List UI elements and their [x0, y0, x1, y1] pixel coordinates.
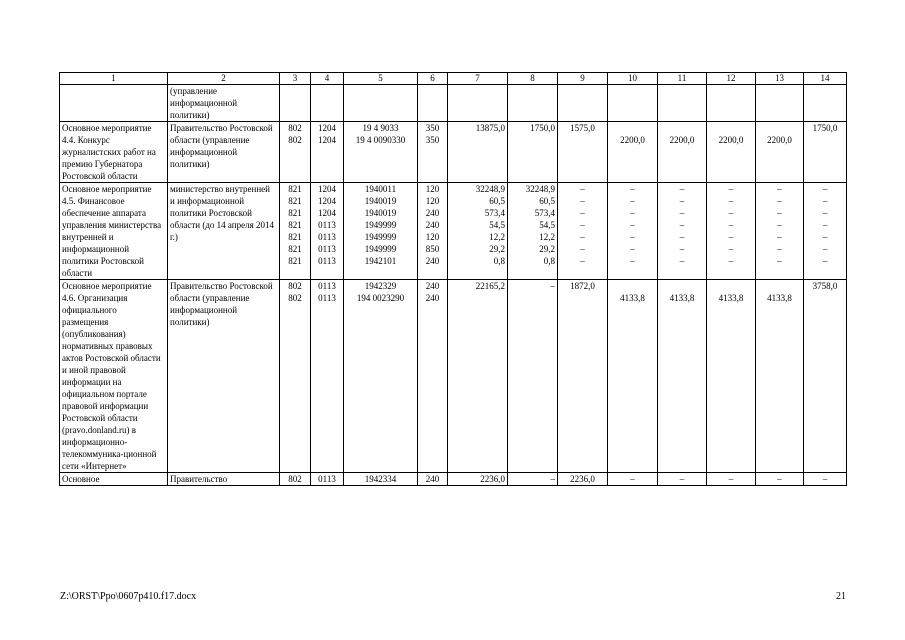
value-line: 32248,9	[475, 184, 505, 194]
value-line: 1204	[318, 123, 336, 133]
value-line: –	[580, 220, 585, 230]
value-cell	[608, 85, 658, 122]
value-line: 194 0023290	[356, 293, 405, 303]
value-line: –	[679, 232, 685, 242]
value-line: 802	[288, 293, 302, 303]
value-line: 19 4 0090330	[355, 135, 406, 145]
value-line: 3758,0	[812, 281, 838, 291]
value-line: –	[580, 256, 585, 266]
value-line	[660, 85, 704, 97]
value-cell	[508, 473, 558, 486]
value-cell	[280, 280, 311, 473]
value-cell	[804, 473, 847, 486]
value-line: –	[580, 232, 585, 242]
value-line: –	[630, 208, 635, 218]
value-line: –	[777, 232, 782, 242]
value-line: 0113	[318, 220, 336, 230]
value-cell	[448, 85, 508, 122]
value-line	[709, 122, 753, 134]
value-line: –	[822, 244, 828, 254]
value-cell	[418, 473, 448, 486]
value-line	[660, 122, 704, 134]
value-line: 22165,2	[475, 281, 505, 291]
value-line: –	[679, 220, 685, 230]
value-cell	[658, 473, 707, 486]
value-line: 120	[425, 184, 440, 194]
value-line: –	[580, 244, 585, 254]
value-cell	[558, 183, 608, 280]
value-cell	[448, 280, 508, 473]
value-line: –	[822, 220, 828, 230]
value-line: 1942334	[364, 474, 397, 484]
value-line: –	[822, 256, 828, 266]
value-cell	[804, 183, 847, 280]
value-line	[709, 85, 753, 97]
value-line: –	[777, 256, 782, 266]
executor-name: (управление информационной политики)	[168, 85, 280, 122]
value-line: –	[550, 474, 555, 484]
value-line: –	[679, 208, 685, 218]
value-line: 240	[425, 256, 440, 266]
value-cell	[804, 85, 847, 122]
value-cell	[804, 122, 847, 183]
value-cell	[344, 85, 418, 122]
activity-name	[60, 85, 168, 122]
executor-name: Правительство Ростовской области (управление информационной политики)	[168, 280, 280, 473]
value-line: –	[777, 196, 782, 206]
value-cell	[280, 473, 311, 486]
file-path: Z:\ORST\Ppo\0607p410.f17.docx	[60, 591, 197, 602]
value-line: 240	[425, 281, 440, 291]
value-line	[610, 122, 655, 134]
value-cell	[707, 183, 756, 280]
value-line: –	[728, 256, 734, 266]
value-line: 29,2	[489, 244, 505, 254]
value-line	[510, 85, 555, 97]
value-line: –	[630, 184, 635, 194]
value-line	[346, 85, 415, 97]
value-line	[560, 292, 605, 304]
value-line: –	[822, 474, 828, 484]
activity-name: Основное мероприятие 4.6. Организация официального размещения (опубликования) нормативных правовых актов Ростовской области и иной правовой информации на официальном портале правовой информации Ростовской области (pravo.donland.ru) в информационно-телекоммуника-ционной сети «Интернет»	[60, 280, 168, 473]
value-line: 821	[288, 244, 302, 254]
value-line: –	[777, 474, 782, 484]
value-line: 0,8	[493, 256, 505, 266]
column-number: 10	[608, 73, 658, 85]
value-line	[610, 280, 655, 292]
value-line: 12,2	[489, 232, 505, 242]
value-line: –	[679, 256, 685, 266]
value-line: –	[728, 196, 734, 206]
column-number: 8	[508, 73, 558, 85]
value-cell	[418, 85, 448, 122]
value-cell	[707, 122, 756, 183]
value-cell	[804, 280, 847, 473]
table-header-row	[60, 73, 847, 85]
value-line: 350	[425, 135, 440, 145]
value-line: –	[679, 244, 685, 254]
table-row	[60, 473, 847, 486]
value-line: –	[822, 232, 828, 242]
value-line	[806, 134, 844, 146]
value-line: 1750,0	[530, 123, 555, 133]
value-line: 1204	[318, 135, 336, 145]
column-number: 11	[658, 73, 707, 85]
value-line: 1949999	[364, 232, 397, 242]
value-line: 821	[288, 220, 302, 230]
activity-name: Основное мероприятие 4.4. Конкурс журналистских работ на премию Губернатора Ростовской области	[60, 122, 168, 183]
value-line	[450, 85, 505, 97]
value-line	[806, 85, 844, 97]
value-line: –	[777, 220, 782, 230]
column-number: 13	[756, 73, 804, 85]
value-line: 1204	[318, 196, 336, 206]
value-line: 821	[288, 196, 302, 206]
value-line: –	[728, 232, 734, 242]
value-line: 1942101	[364, 256, 397, 266]
value-line: 1949999	[364, 244, 397, 254]
value-cell	[344, 122, 418, 183]
value-line: 802	[288, 135, 302, 145]
value-cell	[508, 183, 558, 280]
value-cell	[558, 473, 608, 486]
value-line: 0113	[318, 244, 336, 254]
table-row	[60, 183, 847, 280]
value-line	[450, 292, 505, 304]
value-cell	[658, 280, 707, 473]
value-cell	[608, 280, 658, 473]
column-number: 9	[558, 73, 608, 85]
value-line: 1940019	[364, 208, 397, 218]
value-cell	[707, 473, 756, 486]
value-line: –	[728, 474, 734, 484]
value-cell	[756, 122, 804, 183]
activity-name: Основное мероприятие 4.5. Финансовое обеспечение аппарата управления министерства внутренней и информационной политики Ростовской области	[60, 183, 168, 280]
value-line: 802	[288, 123, 302, 133]
value-line: 240	[425, 474, 440, 484]
value-line: 0,8	[543, 256, 555, 266]
table-row	[60, 122, 847, 183]
value-cell	[658, 122, 707, 183]
value-line: –	[728, 244, 734, 254]
value-cell	[280, 85, 311, 122]
value-line: 821	[288, 208, 302, 218]
value-cell	[311, 85, 344, 122]
value-line: –	[630, 256, 635, 266]
value-cell	[508, 85, 558, 122]
column-number: 2	[168, 73, 280, 85]
value-cell	[448, 122, 508, 183]
value-cell	[756, 280, 804, 473]
value-line: 573,4	[534, 208, 555, 218]
value-line: 1750,0	[812, 123, 838, 133]
value-line: –	[777, 244, 782, 254]
value-line: 0113	[318, 256, 336, 266]
value-line	[560, 85, 605, 97]
value-line: 1940019	[364, 196, 397, 206]
value-line: 802	[288, 281, 302, 291]
value-cell	[344, 183, 418, 280]
column-number: 6	[418, 73, 448, 85]
value-line: –	[679, 196, 685, 206]
value-cell	[448, 473, 508, 486]
value-cell	[608, 473, 658, 486]
value-line: 29,2	[539, 244, 555, 254]
value-cell	[707, 280, 756, 473]
value-line: –	[822, 208, 828, 218]
value-line: –	[630, 474, 635, 484]
value-line	[709, 280, 753, 292]
value-line: 821	[288, 256, 302, 266]
value-cell	[418, 122, 448, 183]
value-line: –	[822, 184, 828, 194]
value-line: 4133,8	[767, 293, 792, 303]
value-line: 1949999	[364, 220, 397, 230]
value-line	[282, 85, 308, 97]
value-cell	[418, 183, 448, 280]
executor-name: Правительство Ростовской области (управление информационной политики)	[168, 122, 280, 183]
page-number: 21	[836, 591, 846, 602]
value-line: 2200,0	[669, 135, 695, 145]
value-line: 240	[425, 208, 440, 218]
column-number: 5	[344, 73, 418, 85]
value-line: 60,5	[539, 196, 555, 206]
table-row	[60, 85, 847, 122]
value-line: –	[630, 232, 635, 242]
value-line: 54,5	[539, 220, 555, 230]
value-line: 1872,0	[570, 281, 595, 291]
value-line: 821	[288, 232, 302, 242]
value-line	[758, 85, 801, 97]
value-line: 240	[425, 220, 440, 230]
value-line: 12,2	[539, 232, 555, 242]
value-line: 120	[425, 232, 440, 242]
column-number: 7	[448, 73, 508, 85]
value-line: 0113	[318, 293, 336, 303]
value-line: –	[580, 184, 585, 194]
value-line: –	[679, 184, 685, 194]
value-line: 120	[425, 196, 440, 206]
value-line: 4133,8	[620, 293, 645, 303]
value-cell	[658, 183, 707, 280]
value-line	[560, 134, 605, 146]
value-line: –	[777, 184, 782, 194]
value-cell	[311, 122, 344, 183]
value-line: 850	[425, 244, 440, 254]
value-line: 1940011	[364, 184, 397, 194]
value-line: 54,5	[489, 220, 505, 230]
value-cell	[608, 183, 658, 280]
value-line: 0113	[318, 232, 336, 242]
value-line	[610, 85, 655, 97]
value-cell	[418, 280, 448, 473]
value-line	[313, 85, 341, 97]
value-line: –	[679, 474, 685, 484]
activity-name: Основное	[60, 473, 168, 486]
value-line: 32248,9	[525, 184, 555, 194]
value-cell	[311, 183, 344, 280]
value-line: –	[822, 196, 828, 206]
value-cell	[558, 280, 608, 473]
column-number: 4	[311, 73, 344, 85]
value-cell	[448, 183, 508, 280]
value-line	[510, 292, 555, 304]
column-number: 14	[804, 73, 847, 85]
value-line: 4133,8	[669, 293, 695, 303]
executor-name: министерство внутренней и информационной политики Ростовской области (до 14 апреля 2014 г.)	[168, 183, 280, 280]
value-line: 573,4	[484, 208, 505, 218]
value-line: –	[630, 196, 635, 206]
value-line: 0113	[318, 474, 336, 484]
value-cell	[311, 473, 344, 486]
value-line	[420, 85, 445, 97]
value-line: 2200,0	[718, 135, 744, 145]
value-line: 2200,0	[767, 135, 792, 145]
value-line: –	[630, 244, 635, 254]
value-line: 350	[425, 123, 440, 133]
value-line: 60,5	[489, 196, 505, 206]
value-cell	[558, 85, 608, 122]
column-number: 1	[60, 73, 168, 85]
value-line: –	[777, 208, 782, 218]
value-line: 821	[288, 184, 302, 194]
value-cell	[280, 183, 311, 280]
value-line: 802	[288, 474, 302, 484]
value-line: –	[728, 220, 734, 230]
value-cell	[344, 280, 418, 473]
executor-name: Правительство	[168, 473, 280, 486]
value-line: –	[580, 208, 585, 218]
value-cell	[508, 280, 558, 473]
value-cell	[608, 122, 658, 183]
value-line: –	[630, 220, 635, 230]
value-line	[660, 280, 704, 292]
value-line	[758, 122, 801, 134]
value-line: 1204	[318, 184, 336, 194]
value-cell	[756, 473, 804, 486]
value-line: 2200,0	[620, 135, 645, 145]
value-line: –	[728, 208, 734, 218]
value-line: –	[550, 281, 555, 291]
value-line: 1575,0	[570, 123, 595, 133]
value-cell	[311, 280, 344, 473]
value-line	[806, 292, 844, 304]
value-line: 2236,0	[570, 474, 595, 484]
column-number: 12	[707, 73, 756, 85]
budget-table	[59, 72, 847, 486]
table-row	[60, 280, 847, 473]
value-line	[450, 134, 505, 146]
value-cell	[558, 122, 608, 183]
value-line: 4133,8	[718, 293, 744, 303]
value-line: –	[580, 196, 585, 206]
value-line	[510, 134, 555, 146]
value-cell	[658, 85, 707, 122]
value-line: 1204	[318, 208, 336, 218]
value-cell	[756, 183, 804, 280]
column-number: 3	[280, 73, 311, 85]
value-cell	[707, 85, 756, 122]
value-line	[758, 280, 801, 292]
value-line: –	[728, 184, 734, 194]
value-line: 2236,0	[480, 474, 505, 484]
value-cell	[344, 473, 418, 486]
value-line: 19 4 9033	[362, 123, 399, 133]
value-line: 0113	[318, 281, 336, 291]
value-cell	[756, 85, 804, 122]
value-cell	[508, 122, 558, 183]
value-line: 1942329	[364, 281, 397, 291]
value-line: 240	[425, 293, 440, 303]
value-cell	[280, 122, 311, 183]
value-line: 13875,0	[475, 123, 505, 133]
